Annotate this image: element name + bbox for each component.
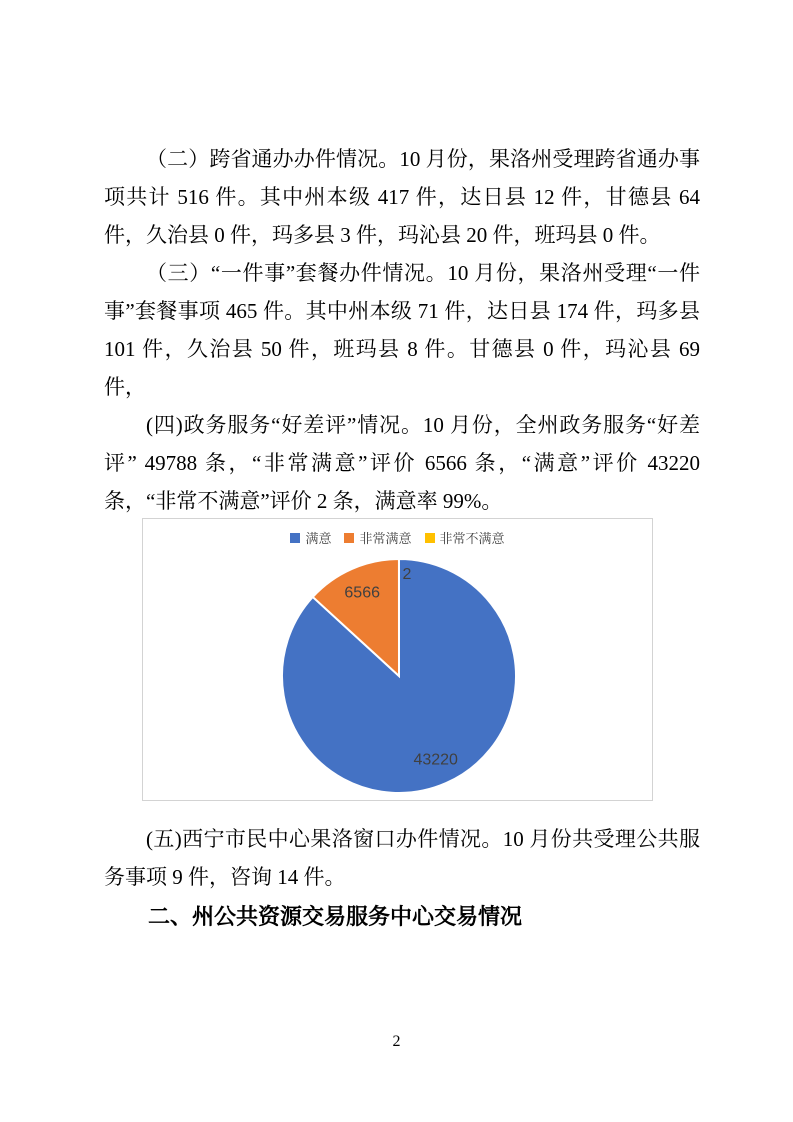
paragraph-cross-province-stats: （二）跨省通办办件情况。10 月份，果洛州受理跨省通办事项共计 516 件。其中州本级 417 件，达日县 12 件，甘德县 64 件，久治县 0 件，玛多县 3 件，玛沁县 20 件，班玛县 0 件。 <box>104 147 700 247</box>
pie-data-label-满意: 43220 <box>413 751 458 769</box>
pie-chart-canvas <box>143 519 652 800</box>
page-number: 2 <box>392 1033 401 1050</box>
paragraph-one-thing-package-stats: （三）“一件事”套餐办件情况。10 月份，果洛州受理“一件事”套餐事项 465 件。其中州本级 71 件，达日县 174 件，玛多县 101 件，久治县 50 件，班玛县 8 件。甘德县 0 件，玛沁县 69 件， <box>104 261 700 399</box>
paragraph-xining-window-stats: (五)西宁市民中心果洛窗口办件情况。10 月份共受理公共服务事项 9 件，咨询 14 件。 <box>104 827 700 889</box>
body-text-block <box>104 140 700 520</box>
pie-data-label-非常满意: 6566 <box>344 584 380 602</box>
legend-label: 非常不满意 <box>439 531 505 546</box>
legend-label: 非常满意 <box>359 531 412 546</box>
legend-label: 满意 <box>305 531 332 546</box>
paragraph-service-rating-stats: (四)政务服务“好差评”情况。10 月份，全州政务服务“好差评” 49788 条，“非常满意”评价 6566 条，“满意”评价 43220 条，“非常不满意”评价 2 条，满意率 99%。 <box>104 413 700 513</box>
body-text-block-lower <box>104 820 700 937</box>
section-heading-public-resource-trading: 二、州公共资源交易服务中心交易情况 <box>148 904 523 929</box>
pie-data-label-非常不满意: 2 <box>402 566 412 583</box>
pie-chart-frame <box>142 518 653 801</box>
